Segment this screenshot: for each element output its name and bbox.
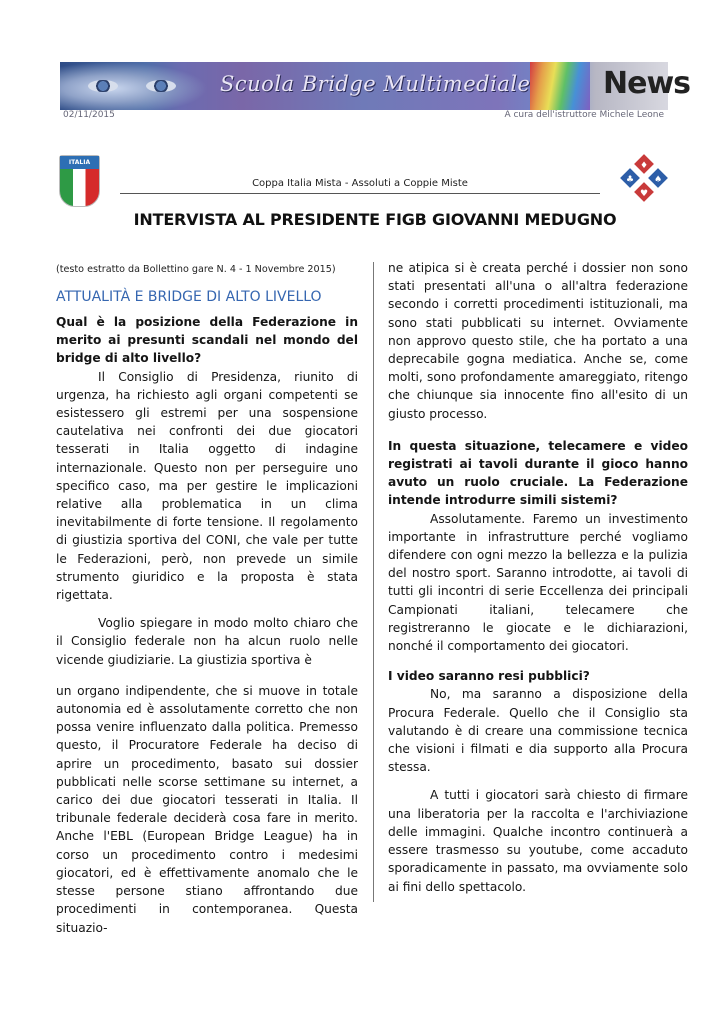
banner-title: Scuola Bridge Multimediale (220, 72, 531, 96)
left-eye-graphic (88, 80, 118, 92)
answer-3-paragraph-1: No, ma saranno a disposizione della Procura Federale. Quello che il Consiglio sta valutando è di creare una commissione tecnica che visioni i filmati e dia supporto alla Procura stessa. (388, 687, 688, 775)
question-1: Qual è la posizione della Federazione in merito ai presunti scandali nel mondo del bridge di alto livello? (56, 315, 358, 366)
column-divider (373, 262, 374, 902)
section-heading: ATTUALITÀ E BRIDGE DI ALTO LIVELLO (56, 289, 322, 305)
svg-text:♣: ♣ (625, 175, 635, 185)
newsletter-banner (60, 62, 691, 110)
left-column (56, 313, 358, 937)
svg-text:♠: ♠ (653, 175, 663, 185)
right-column (388, 259, 688, 896)
answer-1-paragraph-3: un organo indipendente, che si muove in totale autonomia ed è assolutamente corretto che non possa venire influenzato dalla politica. Premesso questo, il Procuratore Federale ha deciso di aprire un procedimento, basato sui dossier pubblicati nelle scorse settimane su internet, a carico dei due giocatori tesserati in Italia. Il tribunale federale deciderà cosa fare in merito. Anche l'EBL (European Bridge League) ha in corso un procedimento contro i medesimi giocatori, ed è effettivamente anomalo che le stesse persone stiano affrontando due procedimenti in contemporanea. Questa situazio- (56, 683, 358, 935)
source-note: (testo estratto da Bollettino gare N. 4 - 1 Novembre 2015) (56, 264, 336, 275)
answer-1-paragraph-2: Voglio spiegare in modo molto chiaro che il Consiglio federale non ha alcun ruolo nelle vicende giudiziarie. La giustizia sportiva è (56, 616, 358, 667)
rainbow-stripes-graphic (530, 62, 590, 110)
italia-label: ITALIA (60, 156, 99, 169)
svg-text:♥: ♥ (639, 189, 649, 199)
question-2: In questa situazione, telecamere e video registrati ai tavoli durante il gioco hanno avuto un ruolo cruciale. La Federazione intende introdurre simili sistemi? (388, 438, 688, 508)
curator-credit: A cura dell'istruttore Michele Leone (504, 110, 664, 120)
italia-shield-logo (59, 155, 100, 207)
question-3: I video saranno resi pubblici? (388, 669, 590, 684)
answer-2: Assolutamente. Faremo un investimento importante in infrastrutture perché vogliamo difendere con ogni mezzo la bellezza e la pulizia del nostro sport. Saranno introdotte, ai tavoli di tutti gli incontri di serie Eccellenza dei principali Campionati italiani, telecamere che registreranno le giocate e le dichiarazioni, nonché il comportamento dei giocatori. (388, 511, 688, 654)
answer-3-paragraph-2: A tutti i giocatori sarà chiesto di firmare una liberatoria per la raccolta e l'archiviazione delle immagini. Qualche incontro continuerà a essere trasmesso su youtube, come accaduto sporadicamente in passato, ma ovviamente solo ai fini dello spettacolo. (388, 788, 688, 894)
issue-date: 02/11/2015 (63, 110, 115, 120)
answer-1-paragraph-4: ne atipica si è creata perché i dossier non sono stati presentati all'una o all'altra federazione secondo i corretti procedimenti istituzionali, ma sono stati pubblicati su internet. Ovviamente non approvo questo stile, che ha portato a una deprecabile gogna mediatica. Anche se, come molti, sono profondamente amareggiato, ritengo che chiunque sia innocente fino all'esito di un giusto processo. (388, 261, 688, 421)
answer-1-paragraph-1: Il Consiglio di Presidenza, riunito di urgenza, ha richiesto agli organi competenti se esistessero gli estremi per una sospensione cautelativa nei confronti dei due giocatori tesserati in Italia oggetto di indagine internazionale. Questo non per perseguire uno specifico caso, ma per gestire le implicazioni relative alla problematica in un clima inevitabilmente di forte tensione. Il regolamento di giustizia sportiva del CONI, che vale per tutte le Federazioni, però, non prevede un simile strumento giuridico e la proposta è stata rigettata. (56, 369, 358, 603)
article-headline: INTERVISTA AL PRESIDENTE FIGB GIOVANNI MEDUGNO (133, 210, 617, 229)
svg-text:♦: ♦ (639, 161, 649, 171)
right-eye-graphic (146, 80, 176, 92)
figb-card-suits-logo (622, 156, 666, 200)
banner-news-label: News (603, 66, 691, 101)
eyes-image (60, 62, 208, 110)
event-title: Coppa Italia Mista - Assoluti a Coppie Miste (120, 178, 600, 194)
